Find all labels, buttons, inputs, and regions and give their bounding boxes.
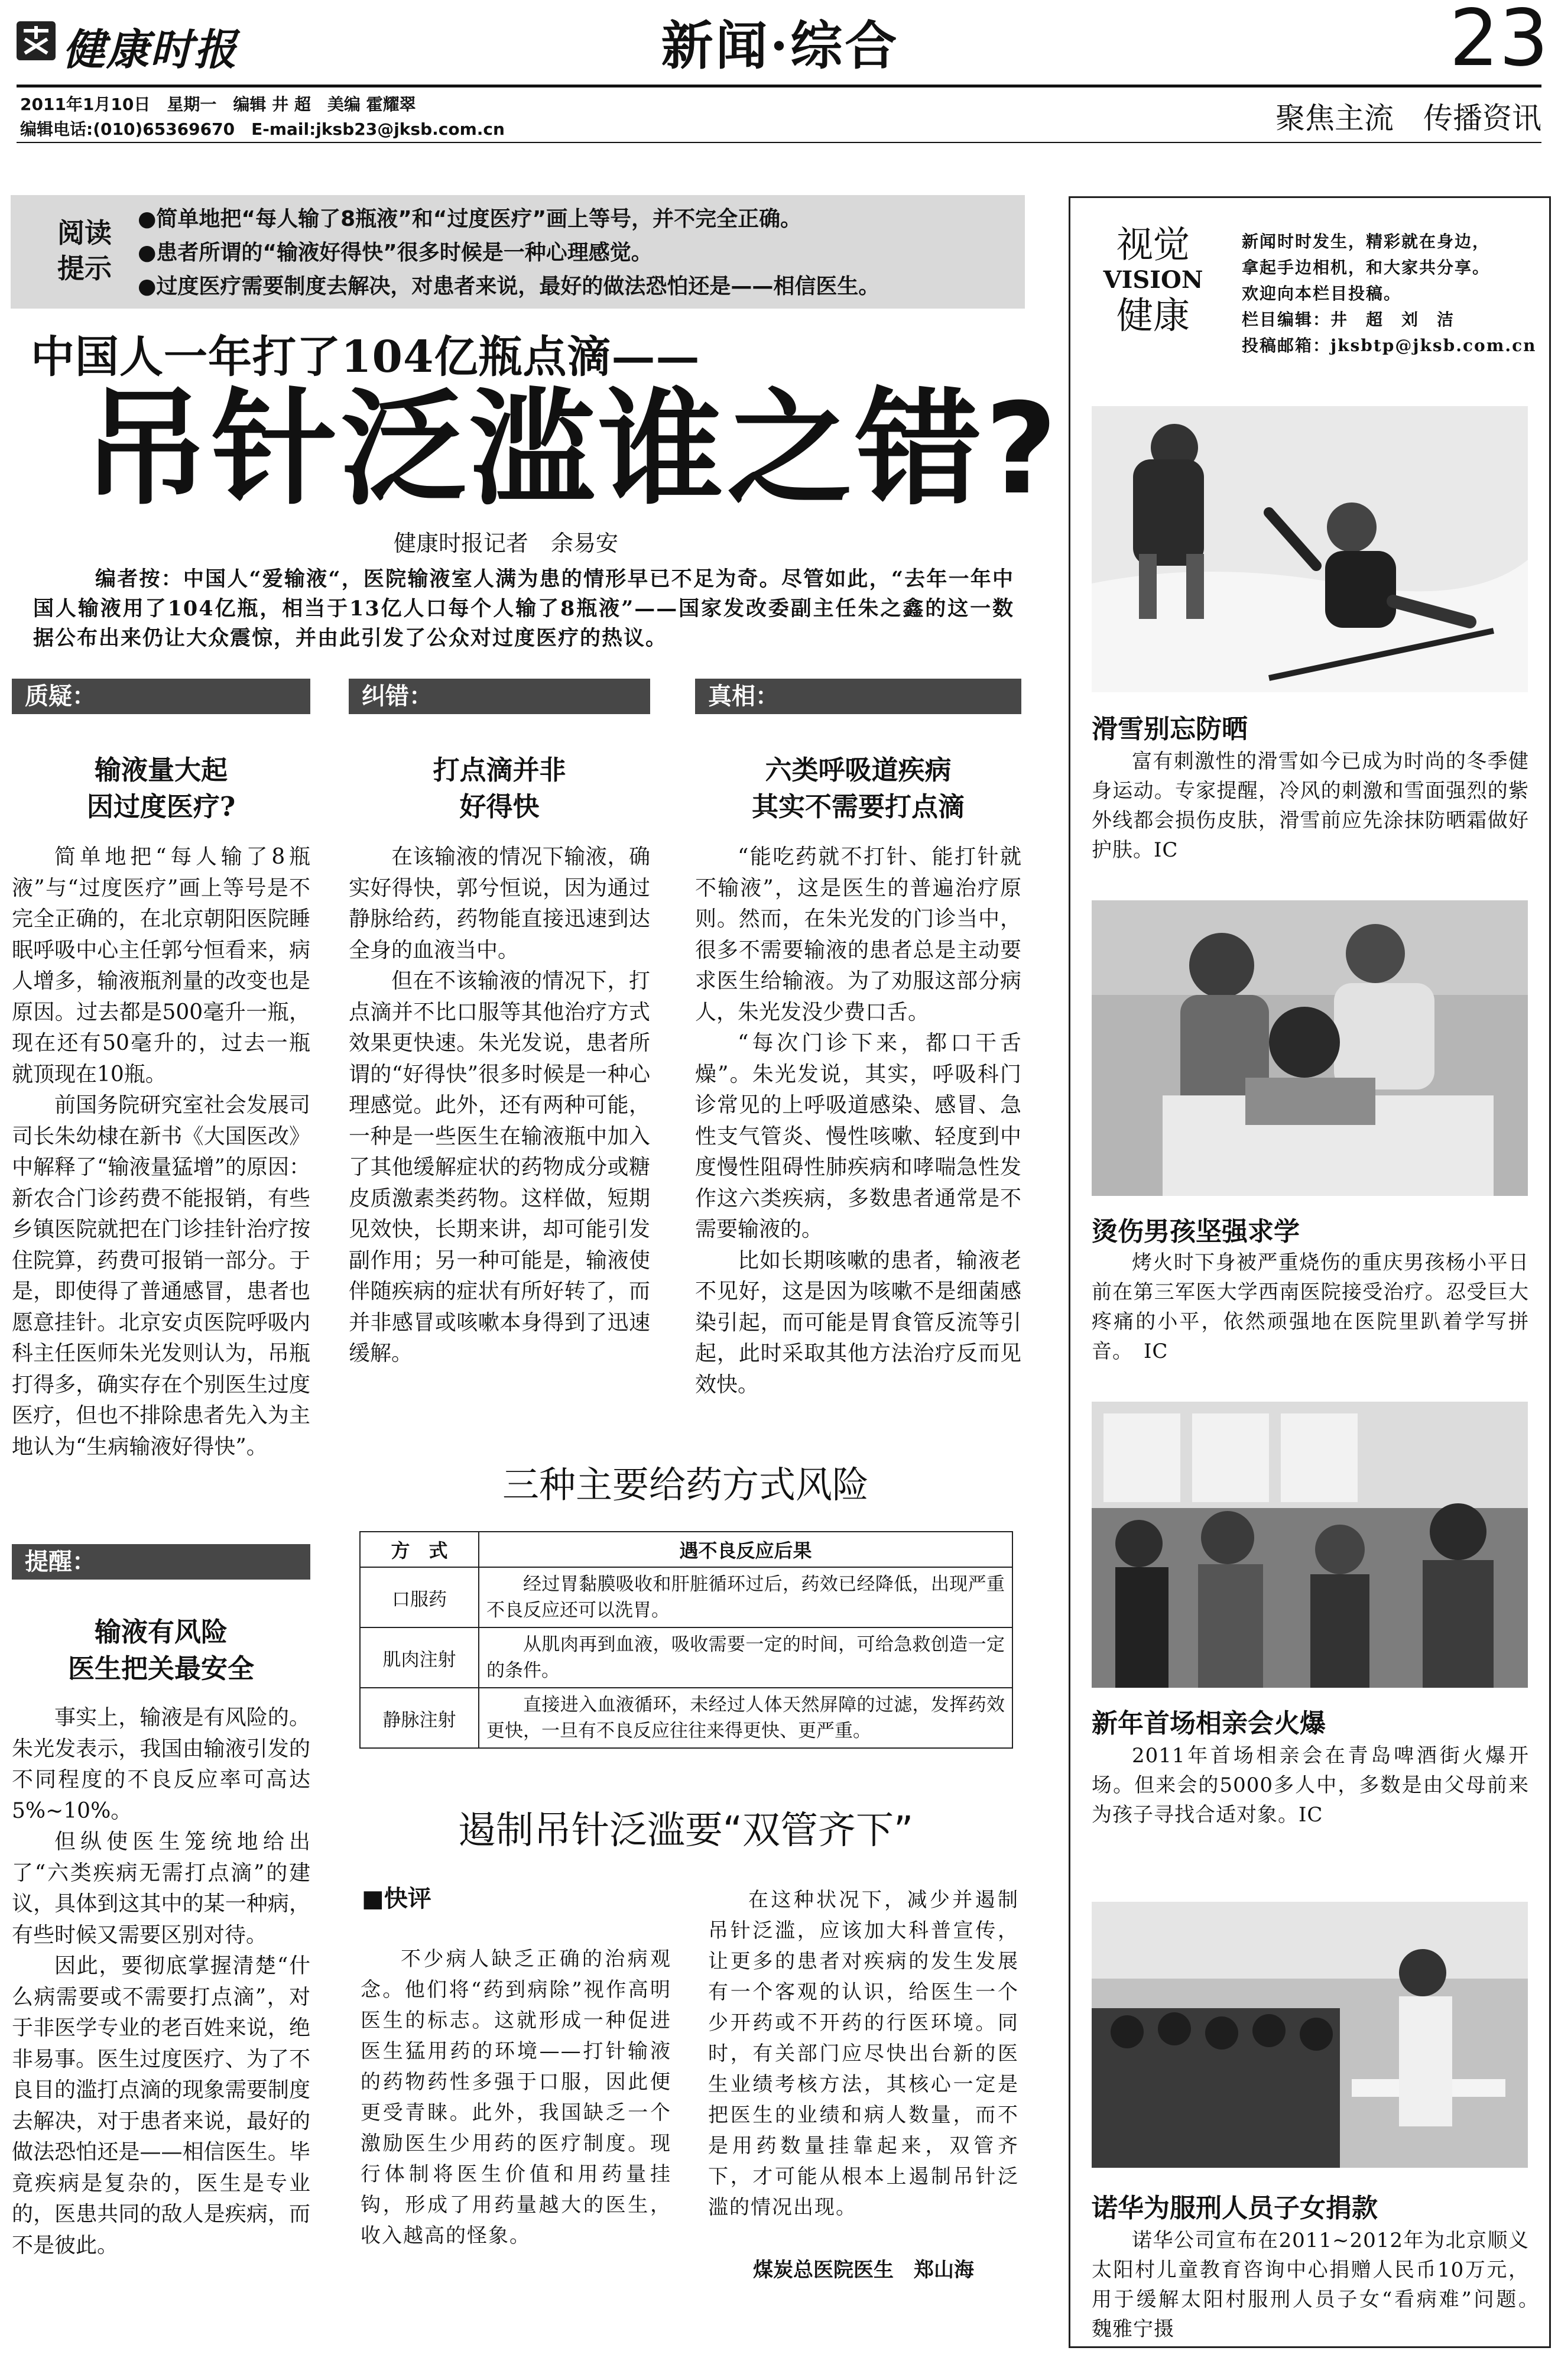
vision-intro-line: 拿起手边相机，和大家共分享。: [1242, 258, 1491, 277]
newspaper-logo: [17, 18, 247, 74]
risk-table-wrap: [359, 1531, 1013, 1749]
photo-caption-text: 诺华公司宣布在2011~2012年为北京顺义太阳村儿童教育咨询中心捐赠人民币10万元，用于缓解太阳村服刑人员子女“看病难”问题。 魏雅宁摄: [1092, 2229, 1550, 2341]
slogan: 聚焦主流 传播资讯: [1275, 101, 1541, 135]
column-questioning: [12, 679, 310, 1463]
commentary-author: 煤炭总医院医生 郑山海: [753, 2258, 974, 2282]
reading-tip-label: [52, 215, 117, 286]
risk-consequence: 从肌肉再到血液，吸收需要一定的时间，可给急救创造一定的条件。: [479, 1627, 1012, 1688]
photo-caption: [1092, 747, 1529, 865]
photo-title: 新年首场相亲会火爆: [1092, 1708, 1326, 1739]
column-body: [12, 842, 310, 1463]
commentary-title: 遏制吊针泛滥要“双管齐下”: [457, 1809, 914, 1853]
risk-table-row: [360, 1567, 1012, 1627]
section-label-questioning: 质疑：: [12, 679, 310, 714]
matchmaking-fair-photo: [1092, 1402, 1528, 1688]
risk-consequence: 直接进入血液循环，未经过人体天然屏障的过滤，发挥药效更快，一旦有不良反应往往来得更快、更严重。: [479, 1688, 1012, 1748]
column-body: [349, 842, 650, 1370]
column-title: [349, 752, 650, 825]
risk-method: 静脉注射: [360, 1688, 479, 1748]
contact-line: 编辑电话:(010)65369670 E-mail:jksb23@jksb.com.cn: [20, 119, 505, 139]
risk-table-row: [360, 1627, 1012, 1688]
reading-tip-item: ●过度医疗需要制度去解决，对患者来说，最好的做法恐怕还是——相信医生。: [138, 274, 880, 299]
vision-intro: [1242, 229, 1543, 359]
reading-tip-item: ●简单地把“每人输了8瓶液”和“过度医疗”画上等号，并不完全正确。: [138, 207, 802, 231]
vision-logo-line1: 视觉: [1116, 223, 1190, 266]
section-label-truth: 真相：: [695, 679, 1021, 714]
logo-text: 健康时报: [63, 24, 238, 74]
column-title-line2: 医生把关最安全: [67, 1653, 254, 1684]
headline-kicker: 中国人一年打了104亿瓶点滴——: [31, 332, 700, 382]
editor-note: 编者按：中国人“爱输液“，医院输液室人满为患的情形早已不足为奇。尽管如此，“去年一年中国人输液用了104亿瓶，相当于13亿人口每个人输了8瓶液”——国家发改委副主任朱之鑫的这一数据公布出来仍让大众震惊，并由此引发了公众对过度医疗的热议。: [33, 567, 1014, 650]
vision-logo: [1088, 224, 1218, 336]
donation-photo: [1092, 1902, 1528, 2168]
column-title: [12, 1614, 310, 1687]
photo-caption: [1092, 1741, 1529, 1830]
photo-caption: [1092, 1248, 1529, 1366]
masthead-bottom-rule: [17, 142, 1541, 143]
column-title-line1: 六类呼吸道疾病: [765, 754, 952, 786]
paragraph: “能吃药就不打针、能打针就不输液”，这是医生的普遍治疗原则。然而，在朱光发的门诊当中，很多不需要输液的患者总是主动要求医生给输液。为了劝服这部分病人，朱光发没少费口舌。: [695, 845, 1021, 1024]
reading-tip-label-line2: 提示: [57, 252, 112, 284]
column-title-line1: 打点滴并非: [433, 754, 566, 786]
column-title-line2: 其实不需要打点滴: [751, 791, 965, 822]
paragraph: 事实上，输液是有风险的。朱光发表示，我国由输液引发的不同程度的不良反应率可高达5%~10%。: [12, 1705, 310, 1823]
commentary-label: ■快评: [362, 1885, 431, 1912]
hospital-boy-photo: [1092, 900, 1528, 1196]
column-correction: [349, 679, 650, 1370]
risk-table-header-consequence: 遇不良反应后果: [479, 1532, 1012, 1567]
column-body: [12, 1703, 310, 2261]
section-title: 新闻·综合: [661, 15, 900, 76]
paragraph: 简单地把“每人输了8瓶液”与“过度医疗”画上等号是不完全正确的，在北京朝阳医院睡眠呼吸中心主任郭兮恒看来，病人增多，输液瓶剂量的改变也是原因。过去都是500毫升一瓶，现在还有50毫升的，过去一瓶就顶现在10瓶。: [12, 845, 310, 1087]
risk-method: 口服药: [360, 1567, 479, 1627]
reading-tip-label-line1: 阅读: [57, 217, 112, 249]
photo-caption-text: 2011年首场相亲会在青岛啤酒街火爆开场。但来会的5000多人中，多数是由父母前来为孩子寻找合适对象。IC: [1092, 1744, 1529, 1827]
photo-caption-text: 富有刺激性的滑雪如今已成为时尚的冬季健身运动。专家提醒，冷风的刺激和雪面强烈的紫外线都会损伤皮肤，滑雪前应先涂抹防晒霜做好护肤。IC: [1092, 750, 1529, 862]
column-title: [695, 752, 1021, 825]
reading-tip-list: [138, 202, 1018, 303]
vision-intro-line: 新闻时时发生，精彩就在身边，: [1242, 232, 1491, 251]
vision-logo-line3: 健康: [1116, 294, 1190, 337]
vision-sidebar: [1069, 196, 1551, 2348]
headline-main: 吊针泛滥谁之错?: [83, 376, 1061, 522]
reading-tip-item: ●患者所谓的“输液好得快”很多时候是一种心理感觉。: [138, 241, 653, 265]
photo-caption: [1092, 2226, 1550, 2344]
column-title-line2: 好得快: [459, 791, 540, 822]
ski-photo: [1092, 406, 1528, 692]
column-title-line1: 输液量大起: [94, 754, 228, 786]
paragraph: 因此，要彻底掌握清楚“什么病需要或不需要打点滴”，对于非医学专业的老百姓来说，绝非易事。医生过度医疗、为了不良目的滥打点滴的现象需要制度去解决，对于患者来说，最好的做法恐怕还是——相信医生。毕竟疾病是复杂的，医生是专业的，医患共同的敌人是疾病，而不是彼此。: [12, 1954, 310, 2258]
risk-method: 肌肉注射: [360, 1627, 479, 1688]
paragraph: 但在不该输液的情况下，打点滴并不比口服等其他治疗方式效果更快速。朱光发说，患者所谓的“好得快”很多时候是一种心理感觉。此外，还有两种可能，一种是一些医生在输液瓶中加入了其他缓解症状的药物成分或糖皮质激素类药物。这样做，短期见效快，长期来讲，却可能引发副作用；另一种可能是，输液使伴随疾病的症状有所好转了，而并非感冒或咳嗽本身得到了迅速缓解。: [349, 969, 650, 1366]
vision-editors: 栏目编辑：井 超 刘 洁: [1242, 310, 1455, 329]
logo-emblem-icon: [17, 21, 56, 60]
paragraph: “每次门诊下来，都口干舌燥”。朱光发说，其实，呼吸科门诊常见的上呼吸道感染、感冒、急性支气管炎、慢性咳嗽、轻度到中度慢性阻碍性肺疾病和哮喘急性发作这六类疾病，多数患者通常是不需要输液的。: [695, 1031, 1021, 1241]
paragraph: 比如长期咳嗽的患者，输液老不见好，这是因为咳嗽不是细菌感染引起，而可能是胃食管反流等引起，此时采取其他方法治疗反而见效快。: [695, 1248, 1021, 1397]
photo-caption-text: 烤火时下身被严重烧伤的重庆男孩杨小平日前在第三军医大学西南医院接受治疗。忍受巨大疼痛的小平，依然顽强地在医院里趴着学写拼音。 IC: [1092, 1251, 1529, 1363]
column-title-line2: 因过度医疗?: [86, 791, 236, 822]
vision-header: [1070, 198, 1549, 375]
risk-table-header: [360, 1532, 1012, 1567]
masthead-rule: [17, 85, 1541, 87]
risk-table-title: 三种主要给药方式风险: [502, 1463, 869, 1506]
commentary-left: 不少病人缺乏正确的治病观念。他们将“药到病除”视作高明医生的标志。这就形成一种促进医生猛用药的环境——打针输液的药物药性多强于口服，因此便更受青睐。此外，我国缺乏一个激励医生少用药的医疗制度。现行体制将医生价值和用药量挂钩，形成了用药量越大的医生，收入越高的怪象。: [361, 1947, 671, 2248]
reading-tip-box: [11, 195, 1025, 309]
byline: 健康时报记者 余易安: [394, 530, 619, 556]
paragraph: 但纵使医生笼统地给出了“六类疾病无需打点滴”的建议，具体到这其中的某一种病，有些时候又需要区别对待。: [12, 1830, 310, 1947]
vision-intro-line: 欢迎向本栏目投稿。: [1242, 284, 1402, 303]
column-title-line1: 输液有风险: [94, 1616, 228, 1648]
section-label-reminder: 提醒：: [12, 1544, 310, 1580]
photo-title: 诺华为服刑人员子女捐款: [1092, 2193, 1378, 2223]
paragraph: 前国务院研究室社会发展司司长朱幼棣在新书《大国医改》中解释了“输液量猛增”的原因：新农合门诊药费不能报销，有些乡镇医院就把在门诊挂针治疗按住院算，药费可报销一部分。于是，即使得了普通感冒，患者也愿意挂针。北京安贞医院呼吸内科主任医师朱光发则认为，吊瓶打得多，确实存在个别医生过度医疗，但也不排除患者先入为主地认为“生病输液好得快”。: [12, 1093, 310, 1459]
column-body: [695, 842, 1021, 1400]
risk-table-row: [360, 1688, 1012, 1748]
risk-table-header-method: 方 式: [360, 1532, 479, 1567]
risk-consequence: 经过胃黏膜吸收和肝脏循环过后，药效已经降低，出现严重不良反应还可以洗胃。: [479, 1567, 1012, 1627]
risk-table: [359, 1531, 1013, 1749]
paragraph: 在该输液的情况下输液，确实好得快，郭兮恒说，因为通过静脉给药，药物能直接迅速到达全身的血液当中。: [349, 845, 650, 962]
date-line: 2011年1月10日 星期一 编辑 井 超 美编 霍耀翠: [20, 95, 416, 114]
photo-title: 滑雪别忘防晒: [1092, 714, 1248, 744]
commentary-right: 在这种状况下，减少并遏制吊针泛滥，应该加大科普宣传，让更多的患者对疾病的发生发展有一个客观的认识，给医生一个少开药或不开药的行医环境。同时，有关部门应尽快出台新的医生业绩考核方法，其核心一定是把医生的业绩和病人数量，而不是用药数量挂靠起来，双管齐下，才可能从根本上遏制吊针泛滥的情况出现。: [708, 1888, 1019, 2219]
column-title: [12, 752, 310, 825]
vision-logo-line2: VISION: [1103, 266, 1203, 294]
page-number: 23: [1449, 0, 1549, 84]
column-truth: [695, 679, 1021, 1400]
column-reminder: [12, 1544, 310, 2261]
vision-email: 投稿邮箱：jksbtp@jksb.com.cn: [1242, 336, 1537, 355]
section-label-correction: 纠错：: [349, 679, 650, 714]
masthead: [0, 0, 1558, 148]
photo-title: 烫伤男孩坚强求学: [1092, 1217, 1300, 1247]
